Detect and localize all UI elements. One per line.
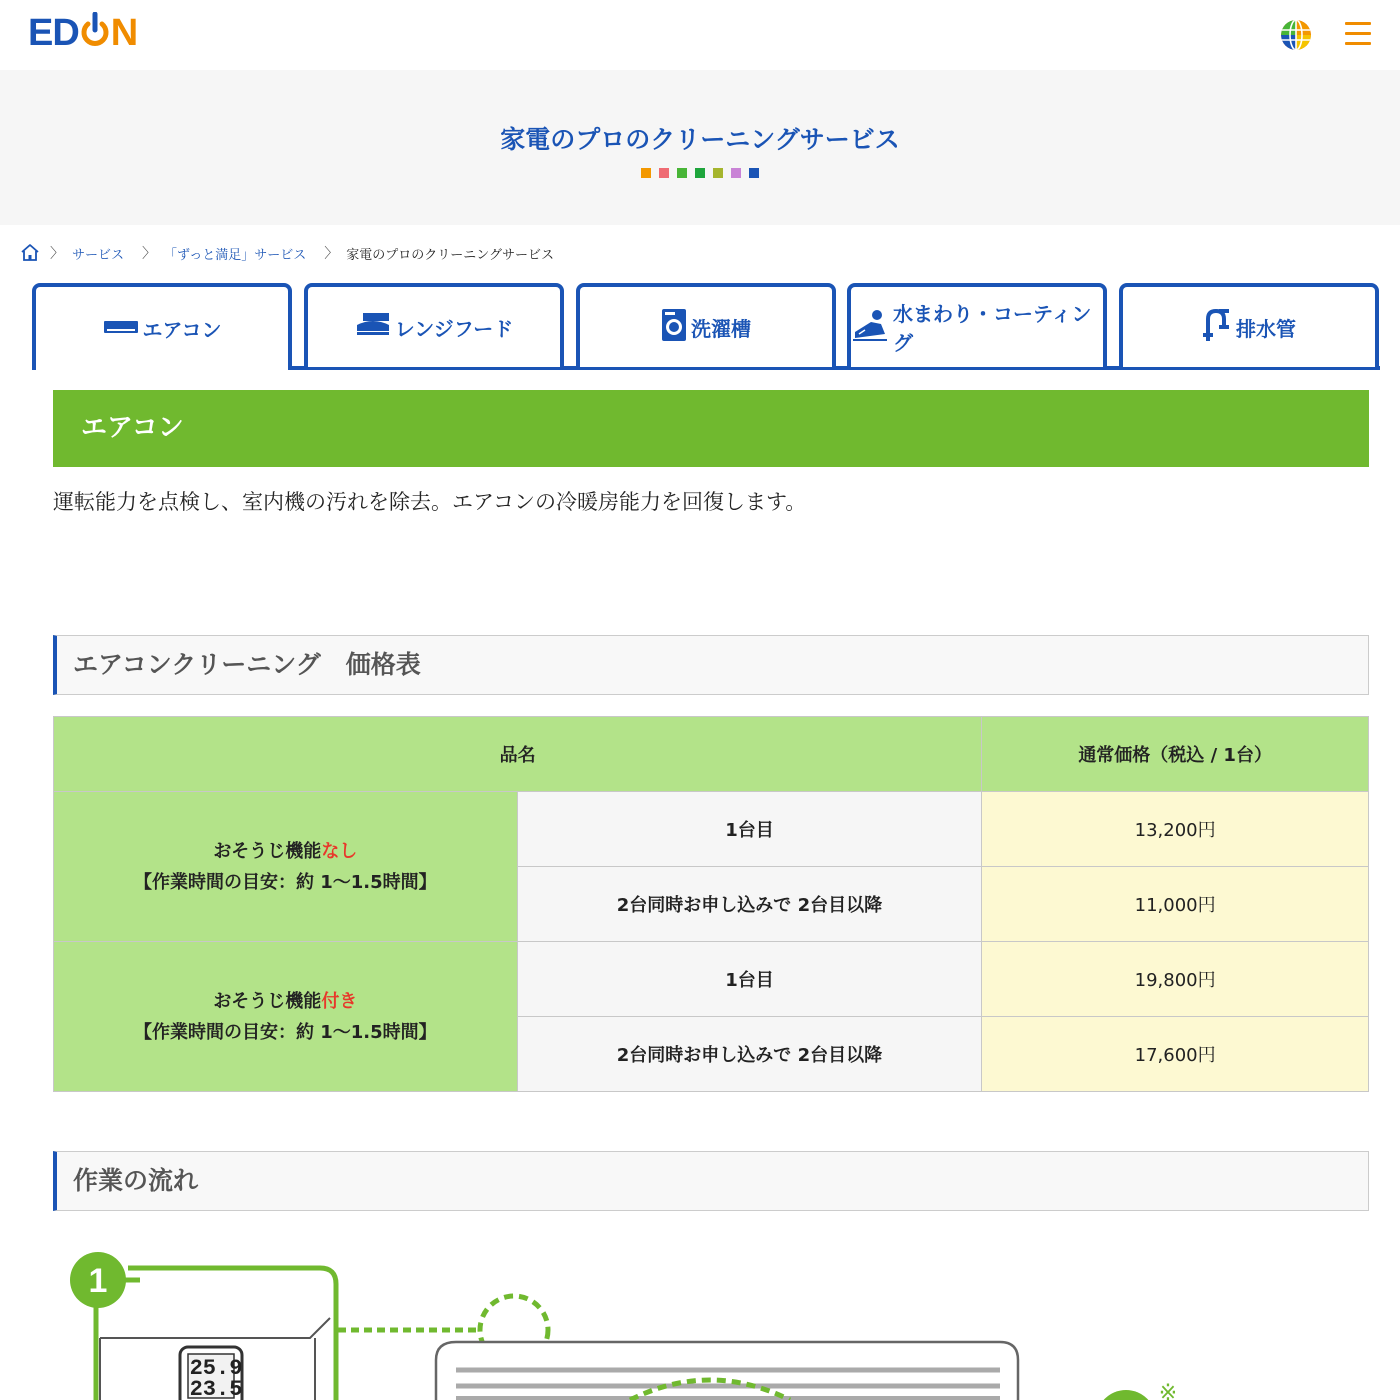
decorative-dots [641, 168, 759, 178]
category-tabs [32, 283, 1382, 370]
table-row [54, 942, 1369, 1017]
thermometer-reading-bottom: 23.5 [189, 1377, 243, 1400]
section-heading-air-conditioner: エアコン [53, 390, 1369, 467]
step-badge-partial [1096, 1390, 1156, 1400]
price-cell: 17,600円 [982, 1017, 1369, 1092]
drain-pipe-icon [1202, 307, 1232, 348]
unit-label-cell: 2台同時お申し込みで 2台目以降 [517, 867, 982, 942]
work-flow-illustration [0, 1230, 1400, 1400]
decorative-dot [749, 168, 759, 178]
hero-banner [0, 70, 1400, 225]
air-conditioner-icon [103, 315, 139, 342]
decorative-dot [677, 168, 687, 178]
breadcrumb [20, 242, 572, 264]
thermometer-icon [180, 1347, 242, 1400]
price-table [53, 716, 1369, 1092]
table-row [54, 792, 1369, 867]
highlight-text: なし [321, 840, 358, 862]
decorative-dot [731, 168, 741, 178]
product-name-cell: おそうじ機能付き 【作業時間の目安：約 1〜1.5時間】 [54, 942, 518, 1092]
tab-washing-machine[interactable]: 洗濯槽 [576, 283, 836, 367]
tab-range-hood[interactable]: レンジフード [304, 283, 564, 367]
column-header-name: 品名 [54, 717, 982, 792]
power-icon [80, 18, 110, 48]
decorative-dot [641, 168, 651, 178]
hamburger-menu-icon[interactable] [1345, 22, 1371, 46]
product-name-cell: おそうじ機能なし 【作業時間の目安：約 1〜1.5時間】 [54, 792, 518, 942]
step-number: 1 [88, 1262, 108, 1300]
breadcrumb-item-zutto-manzoku[interactable]: 〉 「ずっと満足」サービス [142, 246, 307, 263]
decorative-dot [659, 168, 669, 178]
breadcrumb-item-current: 〉 家電のプロのクリーニングサービス [324, 246, 554, 263]
site-header [0, 0, 1400, 70]
edion-logo[interactable]: ED N [28, 11, 138, 54]
table-header-row [54, 717, 1369, 792]
decorative-dot [713, 168, 723, 178]
decorative-dot [695, 168, 705, 178]
thermometer-reading-top: 25.9 [189, 1356, 243, 1381]
price-table-heading: エアコンクリーニング 価格表 [53, 635, 1369, 695]
price-cell: 19,800円 [982, 942, 1369, 1017]
unit-label-cell: 1台目 [517, 792, 982, 867]
unit-label-cell: 2台同時お申し込みで 2台目以降 [517, 1017, 982, 1092]
home-icon[interactable] [20, 243, 40, 263]
washing-machine-icon [661, 308, 687, 347]
price-cell: 13,200円 [982, 792, 1369, 867]
tab-air-conditioner[interactable]: エアコン [32, 283, 292, 370]
page-title: 家電のプロのクリーニングサービス [500, 125, 900, 154]
tab-drain-pipe[interactable]: 排水管 [1119, 283, 1379, 367]
unit-label-cell: 1台目 [517, 942, 982, 1017]
air-conditioner-illustration [436, 1342, 1018, 1400]
column-header-price: 通常価格（税込 / 1台） [982, 717, 1369, 792]
breadcrumb-item-services[interactable]: 〉 サービス [50, 246, 125, 263]
highlight-text: 付き [321, 990, 358, 1012]
note-mark: ※ [1158, 1381, 1178, 1400]
price-cell: 11,000円 [982, 867, 1369, 942]
section-lead-text: 運転能力を点検し、室内機の汚れを除去。エアコンの冷暖房能力を回復します。 [53, 490, 807, 514]
globe-icon[interactable] [1281, 20, 1311, 50]
range-hood-icon [355, 311, 391, 344]
cleaning-person-icon [851, 308, 889, 347]
tab-water-area-coating[interactable]: 水まわり・コーティング [847, 283, 1107, 367]
work-flow-heading: 作業の流れ [53, 1151, 1369, 1211]
